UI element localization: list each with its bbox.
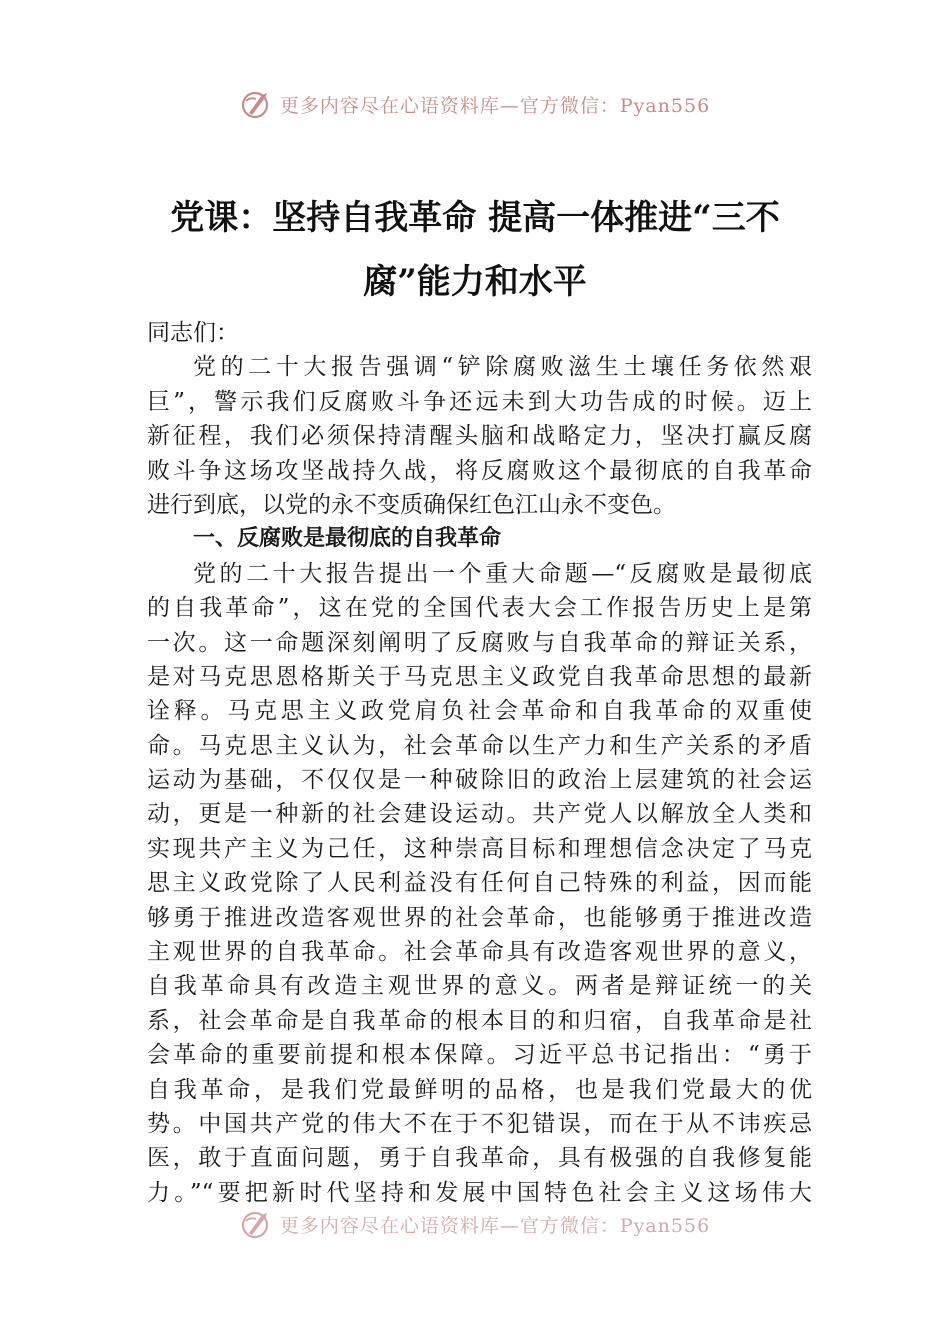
paragraph-line: 力。”“要把新时代坚持和发展中国特色社会主义这场伟大 [147,1179,812,1206]
paragraph-line: 自我革命具有改造主观世界的意义。两者是辩证统一的关 [147,973,812,1000]
paragraph-line: 新征程，我们必须保持清醒头脑和战略定力，坚决打赢反腐 [147,423,812,450]
paragraph-line: 运动为基础，不仅仅是一种破除旧的政治上层建筑的社会运 [147,767,812,794]
paragraph-line: 是对马克思恩格斯关于马克思主义政党自我革命思想的最新 [147,663,812,690]
header-watermark [0,84,950,124]
paragraph-line: 自我革命，是我们党最鲜明的品格，也是我们党最大的优 [147,1076,812,1103]
paragraph-line: 败斗争这场攻坚战持久战，将反腐败这个最彻底的自我革命 [147,457,812,484]
pen-nib-logo-icon [240,1207,274,1241]
paragraph-line: 医，敢于直面问题，勇于自我革命，具有极强的自我修复能 [147,1145,812,1172]
document-title-line-2: 腐”能力和水平 [363,262,587,302]
document-body [147,316,812,1210]
paragraph-line: 系，社会革命是自我革命的根本目的和归宿，自我革命是社 [147,1007,812,1034]
paragraph-line: 一次。这一命题深刻阐明了反腐败与自我革命的辩证关系， [147,629,812,656]
paragraph-line: 的自我革命”，这在党的全国代表大会工作报告历史上是第 [147,595,812,622]
paragraph-line: 进行到底，以党的永不变质确保红色江山永不变色。 [147,491,676,518]
paragraph-line: 主观世界的自我革命。社会革命具有改造客观世界的意义， [147,939,812,966]
paragraph-line: 势。中国共产党的伟大不在于不犯错误，而在于从不讳疾忌 [147,1110,812,1137]
salutation: 同志们： [147,320,239,346]
paragraph-line: 实现共产主义为己任，这种崇高目标和理想信念决定了马克 [147,835,812,862]
paragraph-line: 党的二十大报告提出一个重大命题—“反腐败是最彻底 [193,560,812,587]
paragraph-line: 思主义政党除了人民利益没有任何自己特殊的利益，因而能 [147,870,812,897]
paragraph-line: 够勇于推进改造客观世界的社会革命，也能够勇于推进改造 [147,904,812,931]
paragraph-line: 诠释。马克思主义政党肩负社会革命和自我革命的双重使 [147,698,812,725]
watermark-text: 更多内容尽在心语资料库—官方微信：Pyan556 [279,1214,711,1237]
section-heading: 一、反腐败是最彻底的自我革命 [193,526,502,552]
paragraph-line: 党的二十大报告强调“铲除腐败滋生土壤任务依然艰 [193,354,812,381]
watermark-text: 更多内容尽在心语资料库—官方微信：Pyan556 [279,94,711,117]
paragraph-line: 会革命的重要前提和根本保障。习近平总书记指出：“勇于 [147,1042,812,1069]
paragraph-line: 动，更是一种新的社会建设运动。共产党人以解放全人类和 [147,801,812,828]
paragraph-line: 命。马克思主义认为，社会革命以生产力和生产关系的矛盾 [147,732,812,759]
document-title-line-1: 党课：坚持自我革命 提高一体推进“三不 [170,198,780,238]
paragraph-line: 巨”，警示我们反腐败斗争还远未到大功告成的时候。迈上 [147,388,812,415]
pen-nib-logo-icon [240,87,274,121]
footer-watermark [0,1204,950,1244]
